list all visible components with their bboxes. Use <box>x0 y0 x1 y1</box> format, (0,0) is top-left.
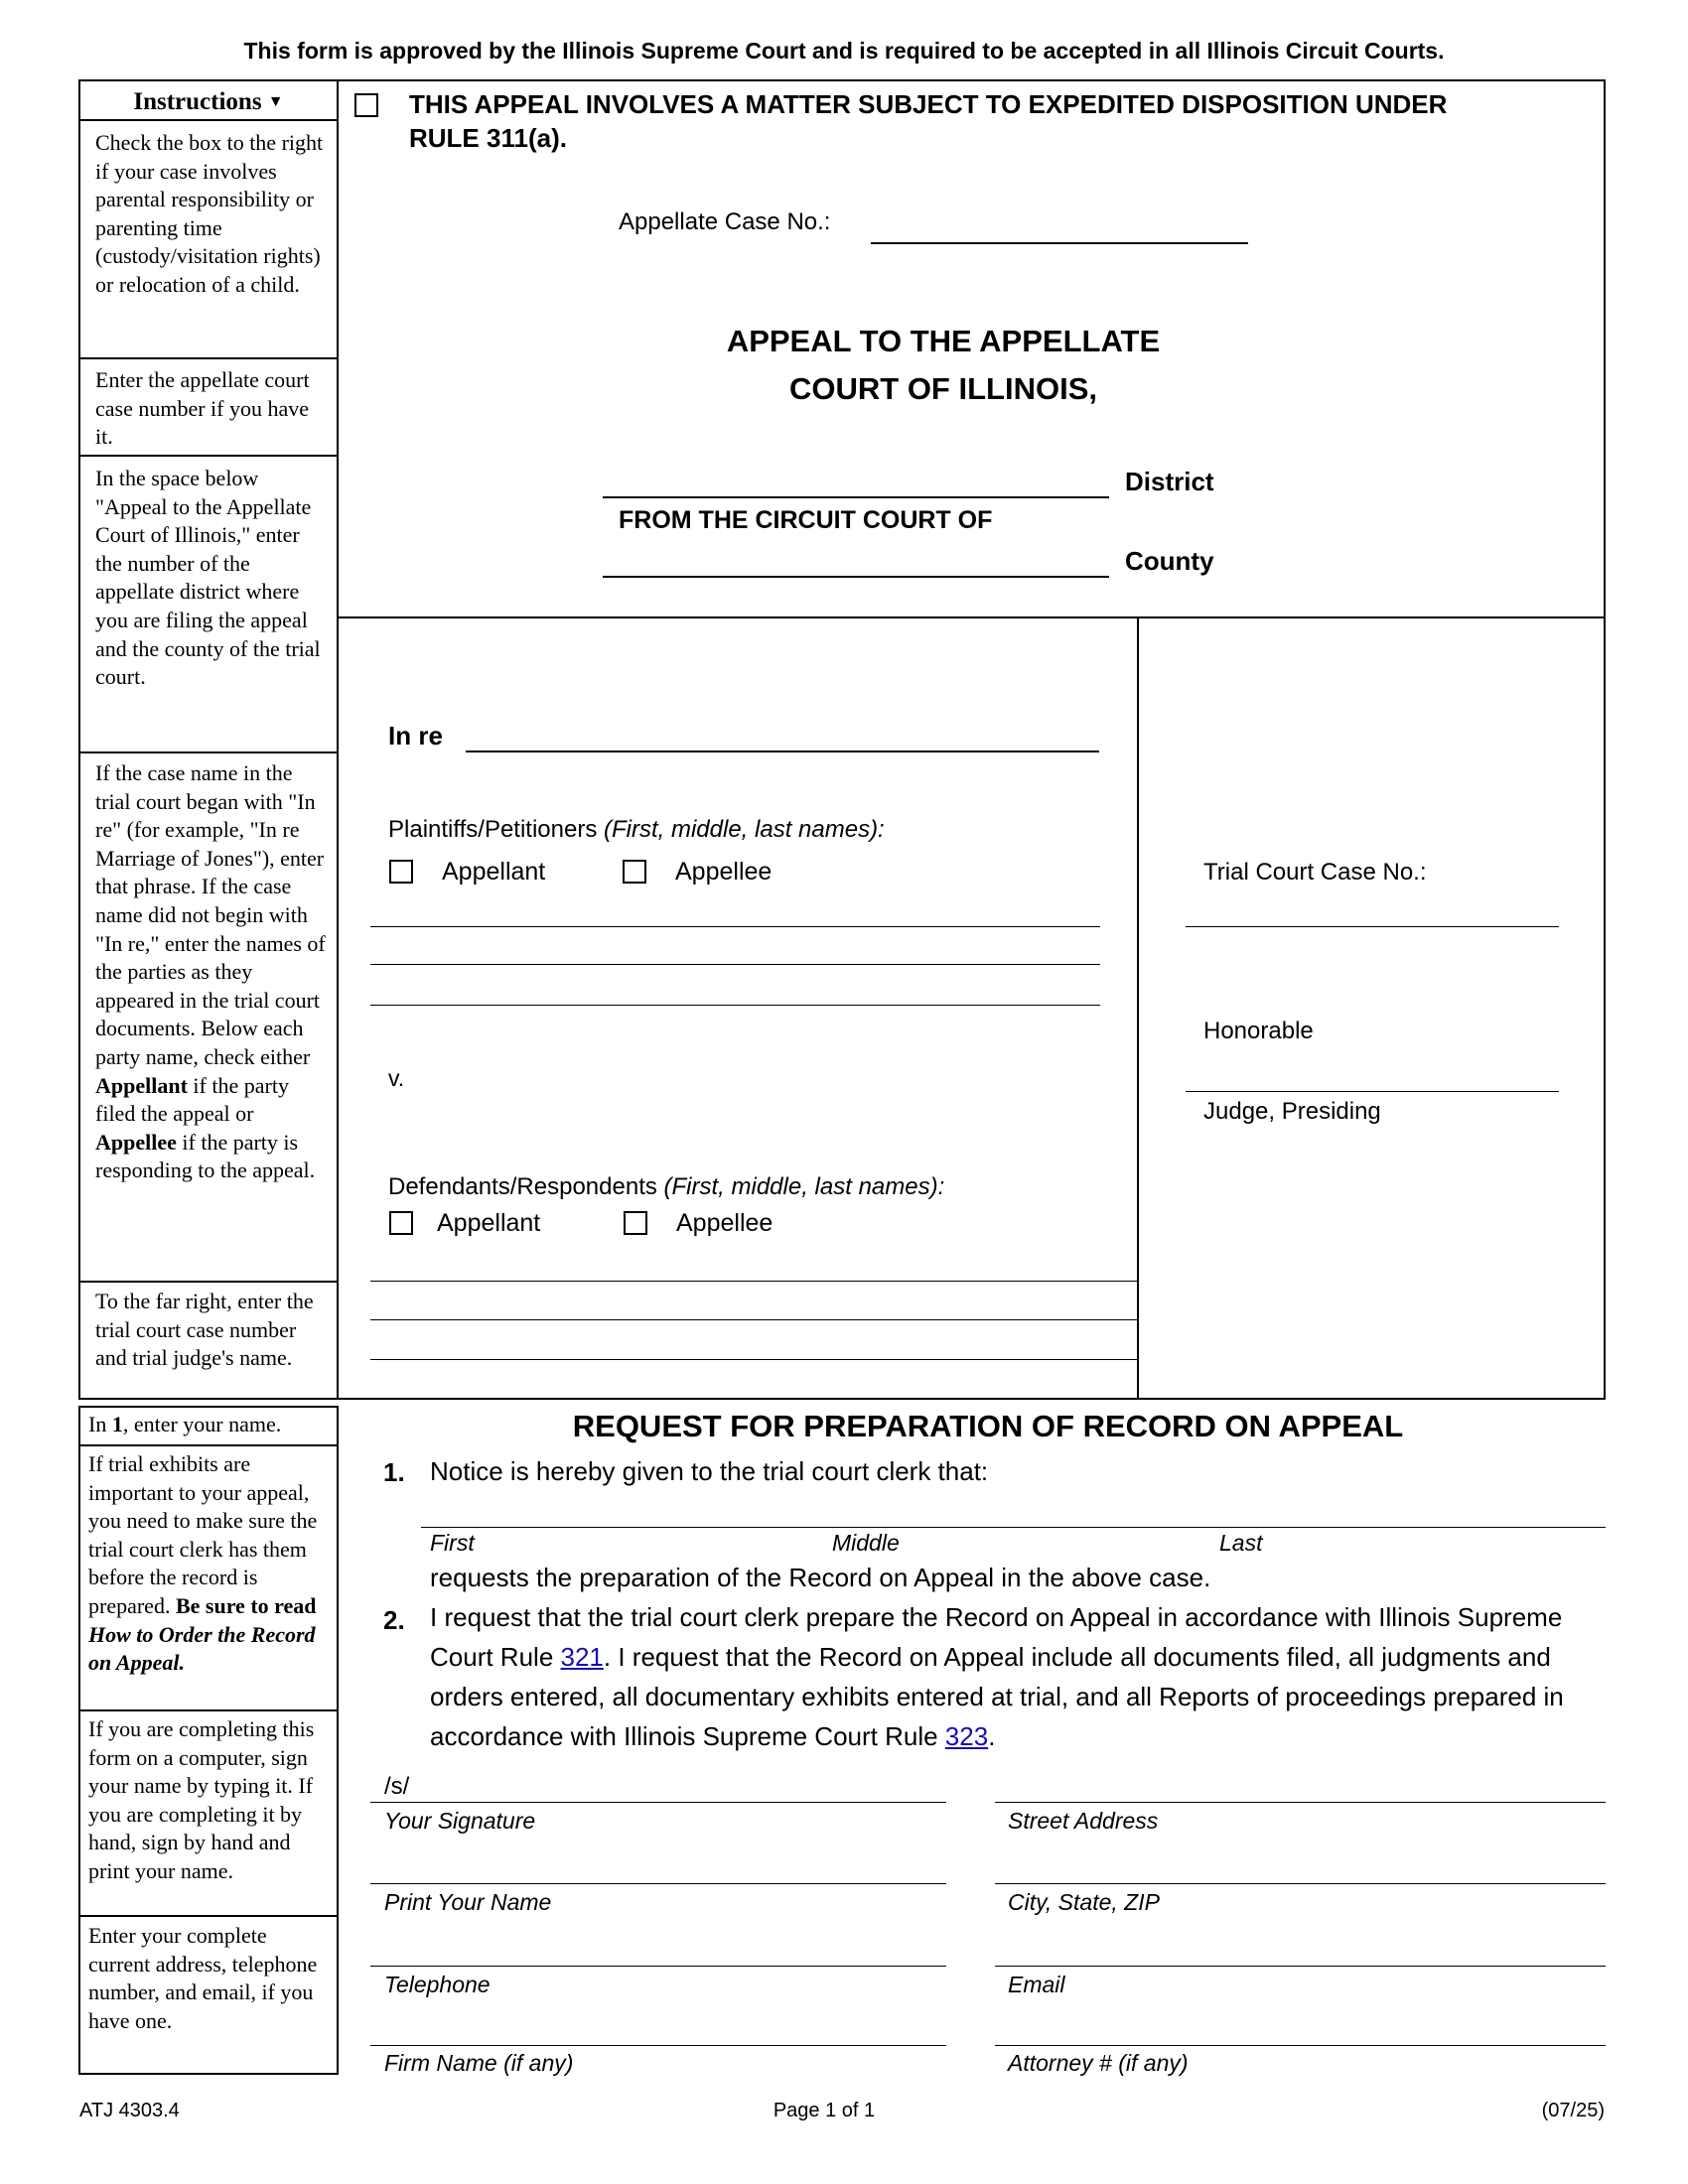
case-box-divider <box>1137 616 1139 1400</box>
instr-sep-1 <box>78 357 339 359</box>
instr-exhibits-bold: Be sure to read <box>175 1592 317 1618</box>
defendants-appellant-label: Appellant <box>437 1209 541 1237</box>
city-caption: City, State, ZIP <box>1008 1889 1160 1915</box>
item-2-text-1: I request that the trial court clerk prepare the Record on Appeal in accordance with Illinois Supreme Court Rule <box>430 1602 1563 1672</box>
instr-parties-text-3: if the party is responding to the appeal. <box>95 1129 316 1183</box>
plaintiffs-appellee-checkbox[interactable] <box>623 860 646 884</box>
street-line[interactable] <box>995 1802 1606 1803</box>
instr-exhibits-title: How to Order the Record on Appeal. <box>88 1621 316 1676</box>
appellate-case-input-line[interactable] <box>871 242 1248 244</box>
plaintiffs-label <box>388 816 885 844</box>
instructions-title-text: Instructions <box>133 88 262 115</box>
firm-caption: Firm Name (if any) <box>384 2050 574 2076</box>
plaintiff-line-3[interactable] <box>370 1005 1100 1006</box>
print-name-line[interactable] <box>370 1883 946 1884</box>
lower-instr-right <box>337 1406 339 2075</box>
lower-instr-left <box>78 1406 80 2075</box>
lower-instr-bottom <box>78 2073 339 2075</box>
frame-left <box>78 79 80 1400</box>
lower-instr-sep-1 <box>78 1444 339 1446</box>
defendant-line-1[interactable] <box>370 1281 1138 1282</box>
plaintiffs-appellant-label: Appellant <box>442 858 546 886</box>
request-title: REQUEST FOR PREPARATION OF RECORD ON APPEAL <box>572 1409 1404 1443</box>
instr-name-pre: In <box>88 1412 112 1436</box>
trial-court-case-input-line[interactable] <box>1186 926 1559 927</box>
in-re-input-line[interactable] <box>466 751 1099 752</box>
lower-instr-top <box>78 1406 339 1408</box>
expedited-line-1: THIS APPEAL INVOLVES A MATTER SUBJECT TO EXPEDITED DISPOSITION UNDER <box>409 89 1448 119</box>
defendant-line-3[interactable] <box>370 1359 1138 1360</box>
instr-name-post: , enter your name. <box>122 1412 282 1436</box>
plaintiff-line-1[interactable] <box>370 926 1100 927</box>
frame-right <box>1604 79 1606 1400</box>
judge-input-line[interactable] <box>1186 1091 1559 1092</box>
defendants-label <box>388 1173 944 1201</box>
telephone-caption: Telephone <box>384 1972 491 1997</box>
signature-value[interactable]: /s/ <box>384 1773 410 1800</box>
plaintiffs-appellee-label: Appellee <box>675 858 773 886</box>
appeal-title-line-2: COURT OF ILLINOIS, <box>789 371 1097 406</box>
city-line[interactable] <box>995 1883 1606 1884</box>
lower-instr-sep-2 <box>78 1709 339 1711</box>
appeal-title-line-1: APPEAL TO THE APPELLATE <box>726 324 1161 358</box>
attorney-caption: Attorney # (if any) <box>1008 2050 1189 2076</box>
signature-caption: Your Signature <box>384 1808 536 1834</box>
telephone-line[interactable] <box>370 1966 946 1967</box>
instruction-signature: If you are completing this form on a computer, sign your name by typing it. If you are completing it by hand, sign by hand and print your name. <box>88 1716 315 1883</box>
frame-top <box>78 79 1606 81</box>
item-2-number: 2. <box>383 1605 405 1635</box>
plaintiff-line-2[interactable] <box>370 964 1100 965</box>
rule-323-link[interactable]: 323 <box>944 1721 989 1751</box>
trial-court-case-label: Trial Court Case No.: <box>1203 859 1427 886</box>
street-caption: Street Address <box>1008 1808 1159 1834</box>
header-box-bottom <box>337 616 1606 618</box>
item-1-after: requests the preparation of the Record on Appeal in the above case. <box>430 1563 1211 1592</box>
top-section-bottom <box>78 1398 1606 1400</box>
instr-parties-text-2: if the party filed the appeal or <box>95 1072 289 1127</box>
defendants-hint: (First, middle, last names): <box>663 1173 945 1200</box>
instr-parties-appellee: Appellee <box>95 1129 177 1155</box>
instructions-title <box>78 88 339 116</box>
honorable-label: Honorable <box>1203 1018 1314 1044</box>
footer-page-number: Page 1 of 1 <box>773 2100 876 2121</box>
in-re-label: In re <box>388 721 443 751</box>
instruction-your-name <box>88 1411 333 1439</box>
email-caption: Email <box>1008 1972 1065 1997</box>
signature-line[interactable] <box>370 1802 946 1803</box>
from-circuit-label: FROM THE CIRCUIT COURT OF <box>619 506 993 534</box>
instr-exhibits-text: If trial exhibits are important to your appeal, you need to make sure the trial court clerk has them before the record is prepared. <box>88 1451 318 1618</box>
print-name-caption: Print Your Name <box>384 1889 552 1915</box>
instructions-divider <box>337 79 339 1400</box>
versus-label: v. <box>388 1065 405 1091</box>
instr-name-num: 1 <box>111 1412 123 1436</box>
last-name-caption: Last <box>1219 1530 1263 1556</box>
firm-line[interactable] <box>370 2045 946 2046</box>
item-2-text-2: . I request that the Record on Appeal include all documents filed, all judgments and orders entered, all documentary exhibits entered at trial, and all Reports of proceedings prepared in accordance with Illinois Supreme Court Rule <box>430 1642 1564 1751</box>
caret-down-icon: ▼ <box>267 93 284 110</box>
instructions-title-rule <box>78 119 339 121</box>
appeal-title <box>695 318 1192 413</box>
item-2-text <box>430 1597 1592 1756</box>
appellate-case-label: Appellate Case No.: <box>619 208 831 235</box>
county-label: County <box>1125 546 1214 576</box>
instr-sep-3 <box>78 751 339 753</box>
plaintiffs-label-text: Plaintiffs/Petitioners <box>388 816 598 843</box>
expedited-text <box>409 87 1447 155</box>
instr-parties-appellant: Appellant <box>95 1072 188 1098</box>
defendants-appellee-label: Appellee <box>676 1209 774 1237</box>
expedited-checkbox[interactable] <box>354 93 378 117</box>
instr-sep-2 <box>78 455 339 457</box>
defendants-appellee-checkbox[interactable] <box>624 1211 647 1235</box>
footer-form-id: ATJ 4303.4 <box>79 2100 180 2121</box>
item-2-text-3: . <box>988 1721 996 1751</box>
instruction-parties <box>95 759 330 1185</box>
requester-name-line[interactable] <box>421 1527 1606 1528</box>
judge-presiding-label: Judge, Presiding <box>1203 1098 1381 1125</box>
footer-revision-date: (07/25) <box>1541 2100 1605 2121</box>
attorney-line[interactable] <box>995 2045 1606 2046</box>
instruction-address: Enter your complete current address, telephone number, and email, if you have one. <box>88 1923 318 2033</box>
defendant-line-2[interactable] <box>370 1319 1138 1320</box>
instruction-trial-case: To the far right, enter the trial court case number and trial judge's name. <box>95 1289 314 1371</box>
first-name-caption: First <box>430 1530 475 1556</box>
instruction-appellate-case: Enter the appellate court case number if you have it. <box>95 367 310 450</box>
district-label: District <box>1125 467 1214 496</box>
item-1-text: Notice is hereby given to the trial court clerk that: <box>430 1456 989 1486</box>
instr-parties-text-1: If the case name in the trial court began with "In re" (for example, "In re Marriage of Jones"), enter that phrase. If the case name did not begin with "In re," enter the names of the parties as they appeared in the trial court documents. Below each party name, check either <box>95 760 326 1069</box>
instruction-district-county: In the space below "Appeal to the Appellate Court of Illinois," enter the number of the appellate district where you are filing the appeal and the county of the trial court. <box>95 466 321 690</box>
rule-321-link[interactable]: 321 <box>560 1642 604 1672</box>
approval-notice: This form is approved by the Illinois Supreme Court and is required to be accepted in all Illinois Circuit Courts. <box>243 38 1445 64</box>
defendants-label-text: Defendants/Respondents <box>388 1173 657 1200</box>
plaintiffs-appellant-checkbox[interactable] <box>389 860 413 884</box>
item-1-number: 1. <box>383 1457 405 1487</box>
lower-instr-sep-3 <box>78 1915 339 1917</box>
instruction-expedited: Check the box to the right if your case involves parental responsibility or parenting time (custody/visitation rights) or relocation of a child. <box>95 130 324 297</box>
plaintiffs-hint: (First, middle, last names): <box>604 816 885 843</box>
expedited-line-2: RULE 311(a). <box>409 123 567 153</box>
instruction-exhibits <box>88 1450 333 1678</box>
district-input-line[interactable] <box>603 496 1109 498</box>
county-input-line[interactable] <box>603 576 1109 578</box>
email-line[interactable] <box>995 1966 1606 1967</box>
middle-name-caption: Middle <box>832 1530 900 1556</box>
instr-sep-4 <box>78 1281 339 1283</box>
defendants-appellant-checkbox[interactable] <box>389 1211 413 1235</box>
